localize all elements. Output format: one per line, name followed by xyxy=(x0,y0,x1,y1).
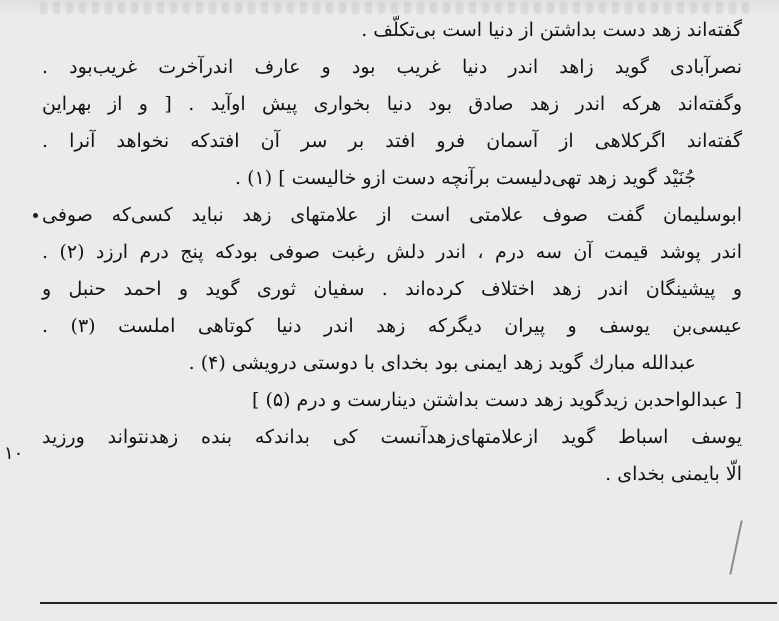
text-line-4: گفته‌اند اگرکلاهی از آسمان فرو افتد بر سر آن افتدکه نخواهد آنرا . xyxy=(42,130,742,152)
text-line-9: عیسی‌بن یوسف و پیران دیگرکه زهد اندر دنیا کوتاهی املست (۳) . xyxy=(42,315,742,337)
margin-line-number: ۱۰ xyxy=(4,443,24,464)
text-line-12: یوسف اسباط گوید ازعلامتهای‌زهدآنست کی بداندکه بنده زهدنتواند ورزید xyxy=(42,426,742,448)
text-line-7: اندر پوشد قیمت آن سه درم ، اندر دلش رغبت صوفی بودکه پنج درم ارزد (۲) . xyxy=(42,241,742,263)
text-line-6: ابوسلیمان گفت صوف علامتی است از علامتهای زهد نباید کسی‌که صوفی xyxy=(42,204,742,226)
text-line-5: جُنَیْد گوید زهد تهی‌دلیست برآنچه دست ازو خالیست ] (۱) . xyxy=(235,167,696,189)
footnote-rule xyxy=(40,602,777,604)
text-line-3: وگفته‌اند هرکه اندر زهد صادق بود دنیا بخواری پیش اوآید . [ و از بهراین xyxy=(42,93,742,115)
text-line-1: گفته‌اند زهد دست بداشتن از دنیا است بی‌تکلّف . xyxy=(361,19,742,41)
text-line-2: نصرآبادی گوید زاهد اندر دنیا غریب بود و عارف اندرآخرت غریب‌بود . xyxy=(42,56,742,78)
text-line-11: [ عبدالواحدبن زیدگوید زهد دست بداشتن دینارست و درم (۵) ] xyxy=(252,389,742,411)
text-line-8: و پیشینگان اندر زهد اختلاف کرده‌اند . سفیان ثوری گوید و احمد حنبل و xyxy=(42,278,742,300)
margin-dot xyxy=(33,213,38,218)
text-line-13: الّا بایمنی بخدای . xyxy=(605,463,742,485)
persian-text-body xyxy=(42,12,742,493)
text-line-10: عبدالله مبارك گوید زهد ایمنی بود بخدای با دوستی درویشی (۴) . xyxy=(188,352,696,374)
pencil-mark xyxy=(729,520,742,574)
